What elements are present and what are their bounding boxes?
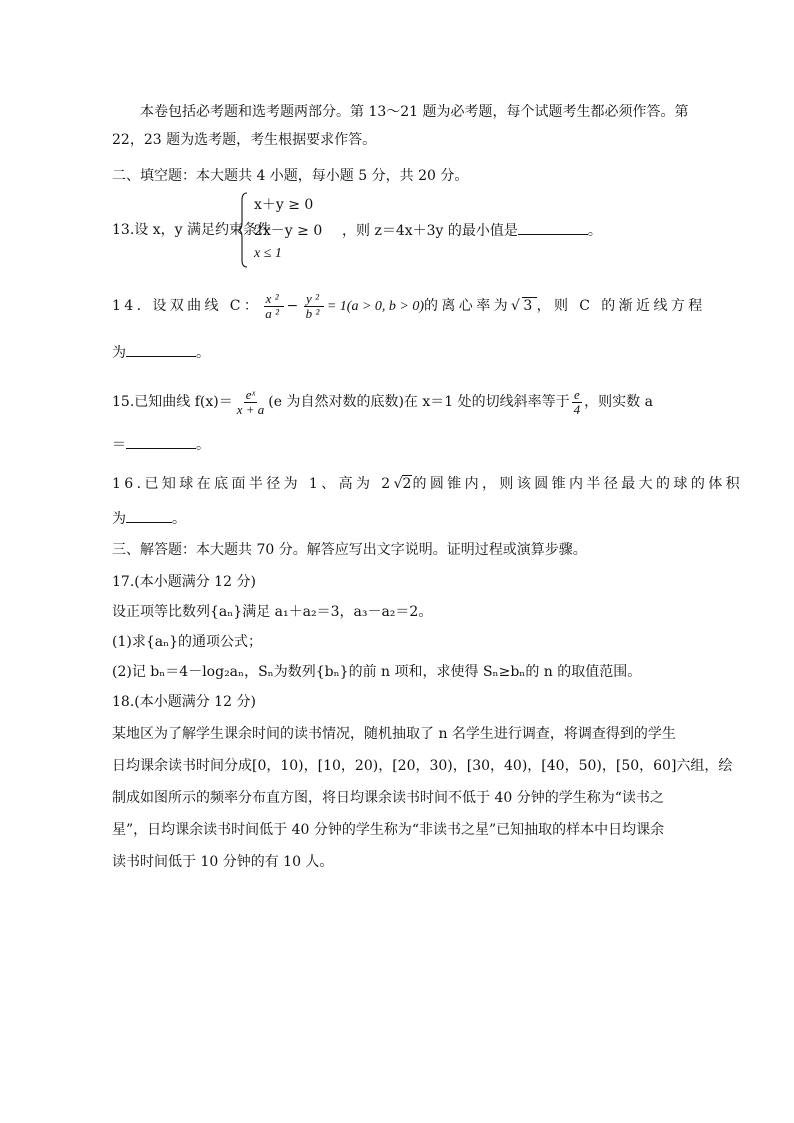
q14-line-2 [112, 342, 210, 363]
q15-fraction-2 [572, 388, 583, 416]
q15-frac-denominator: x + a [236, 401, 265, 417]
sqrt-icon: √ [511, 298, 524, 315]
q14-fraction-x [263, 292, 284, 320]
q16-sqrt-value: 2 [402, 476, 412, 492]
q15-line-1 [112, 388, 653, 416]
q14-prefix: 14. 设双曲线 C： [112, 298, 262, 315]
q14-mid: 的离心率为 [424, 298, 511, 315]
q17-part-1: (1)求{aₙ}的通项公式； [112, 634, 263, 650]
q14-equation: = 1(a > 0, b > 0) [326, 299, 424, 315]
q16-prefix: 16.已知球在底面半径为 1、高为 2 [112, 476, 394, 492]
intro-line-2: 22，23 题为选考题，考生根据要求作答。 [112, 132, 377, 148]
q13-end: 。 [587, 223, 602, 239]
q16-line-1 [112, 474, 743, 494]
section-3-heading: 三、解答题：本大题共 70 分。解答应写出文字说明。证明过程或演算步骤。 [112, 542, 587, 558]
q15-mid: (e 为自然对数的底数)在 x＝1 处的切线斜率等于 [268, 394, 570, 411]
q17-stem: 设正项等比数列{aₙ}满足 a₁＋a₂＝3，a₃－a₂＝2。 [112, 604, 433, 620]
q14-fraction-y [304, 292, 325, 320]
q15-frac2-numerator: e [574, 387, 580, 402]
sqrt-icon: √ [393, 476, 403, 492]
q13-constraint-1: x＋y ≥ 0 [254, 197, 314, 213]
q18-line-5: 读书时间低于 10 分钟的有 10 人。 [112, 854, 334, 870]
q15-answer-blank[interactable] [126, 434, 196, 449]
q13-suffix: ，则 z＝4x＋3y 的最小值是 [342, 223, 518, 239]
left-brace-icon [238, 192, 248, 268]
q16-answer-blank[interactable] [126, 508, 172, 523]
q14-frac1-numerator: x² [265, 291, 283, 306]
q18-line-4: 星”，日均课余读书时间低于 40 分钟的学生称为“非读书之星”已知抽取的样本中日均课余 [112, 822, 665, 838]
q13-constraint-3: x ≤ 1 [254, 246, 282, 261]
q15-frac-numerator: eˣ [245, 387, 256, 402]
q15-line2-prefix: ＝ [112, 437, 126, 453]
intro-line-1: 本卷包括必考题和选考题两部分。第 13～21 题为必考题，每个试题考生都必须作答。第 [140, 104, 689, 120]
q14-frac2-denominator: b² [305, 305, 323, 321]
q18-line-2: 日均课余读书时间分成[0，10)，[10，20)，[20，30)，[30，40)，[40，50)，[50，60]六组，绘 [112, 758, 733, 774]
q17-title: 17.(本小题满分 12 分) [112, 574, 256, 590]
q16-sqrt [394, 474, 413, 494]
q16-end: 。 [172, 511, 186, 527]
q14-frac1-denominator: a² [265, 305, 283, 321]
q13-constraint-2: 2x－y ≥ 0 [254, 223, 323, 239]
q15-line-2 [112, 434, 210, 455]
q15-frac2-denominator: 4 [573, 401, 581, 417]
q18-line-1: 某地区为了解学生课余时间的读书情况，随机抽取了 n 名学生进行调查，将调查得到的学生 [112, 726, 676, 742]
q15-fraction [235, 388, 267, 416]
q15-suffix: ，则实数 a [584, 394, 653, 411]
q14-suffix: ，则 C 的渐近线方程 [536, 298, 706, 315]
q18-title: 18.(本小题满分 12 分) [112, 694, 256, 710]
q14-line2-prefix: 为 [112, 345, 126, 361]
section-2-heading: 二、填空题：本大题共 4 小题，每小题 5 分，共 20 分。 [112, 168, 469, 184]
q14-line-1 [112, 292, 706, 320]
q15-end: 。 [196, 437, 210, 453]
q14-frac2-numerator: y² [305, 291, 323, 306]
q14-answer-blank[interactable] [126, 342, 196, 357]
q17-part-2: (2)记 bₙ＝4－log₂aₙ，Sₙ为数列{bₙ}的前 n 项和，求使得 Sₙ≥bₙ的 n 的取值范围。 [112, 664, 642, 680]
q16-line2-prefix: 为 [112, 511, 126, 527]
q14-sqrt [511, 296, 537, 316]
q13-prefix: 13.设 x，y 满足约束条件 [112, 222, 271, 238]
q16-line-2 [112, 508, 186, 529]
q14-sqrt-value: 3 [523, 298, 536, 315]
q13-answer-blank[interactable] [518, 220, 588, 235]
q15-prefix: 15.已知曲线 f(x)＝ [112, 394, 233, 411]
q13-tail [342, 220, 602, 241]
q18-line-3: 制成如图所示的频率分布直方图，将日均课余读书时间不低于 40 分钟的学生称为“读书之 [112, 790, 664, 806]
q16-suffix: 的圆锥内，则该圆锥内半径最大的球的体积 [412, 476, 744, 492]
q14-end: 。 [196, 345, 210, 361]
q14-minus: − [286, 298, 302, 315]
